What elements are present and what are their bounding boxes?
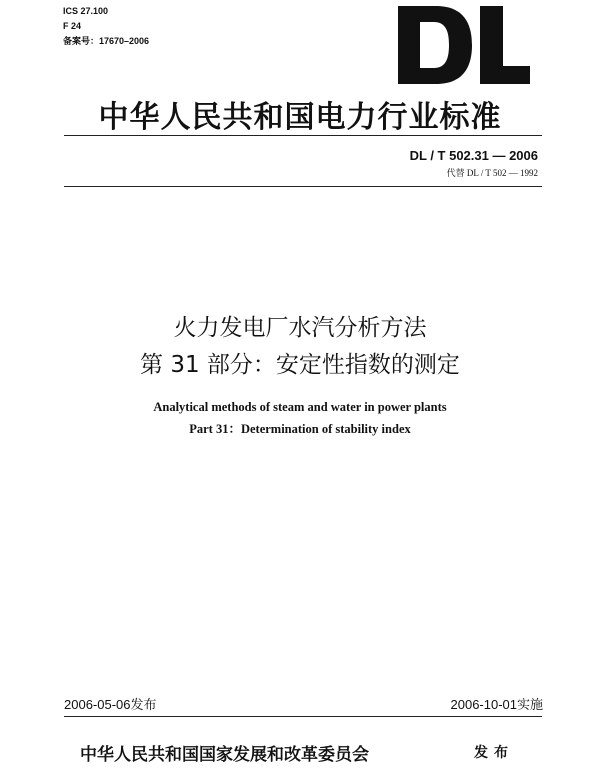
ics-code: ICS 27.100 bbox=[63, 6, 109, 16]
header-title: 中华人民共和国电力行业标准 bbox=[98, 100, 502, 135]
header-rule bbox=[64, 135, 542, 136]
footer-rule bbox=[64, 716, 542, 717]
cn-title-line1: 火力发电厂水汽分析方法 bbox=[173, 315, 427, 341]
implement-date: 2006-10-01实施 bbox=[450, 697, 543, 712]
en-title-line2: Part 31：Determination of stability index bbox=[189, 422, 411, 436]
ccs-code: F 24 bbox=[63, 21, 82, 31]
cn-title-line2: 第 31 部分：安定性指数的测定 bbox=[140, 352, 460, 378]
dl-logo bbox=[398, 6, 530, 84]
en-title-line1: Analytical methods of steam and water in power plants bbox=[153, 400, 447, 414]
issue-label: 发布 bbox=[474, 745, 514, 761]
publish-date: 2006-05-06发布 bbox=[64, 697, 157, 712]
issuer-name: 中华人民共和国国家发展和改革委员会 bbox=[80, 745, 369, 765]
standard-code: DL / T 502.31 — 2006 bbox=[409, 148, 538, 163]
record-number: 备案号：17670–2006 bbox=[63, 36, 150, 46]
replaces-note: 代替 DL / T 502 — 1992 bbox=[446, 168, 538, 178]
code-rule bbox=[64, 186, 542, 187]
